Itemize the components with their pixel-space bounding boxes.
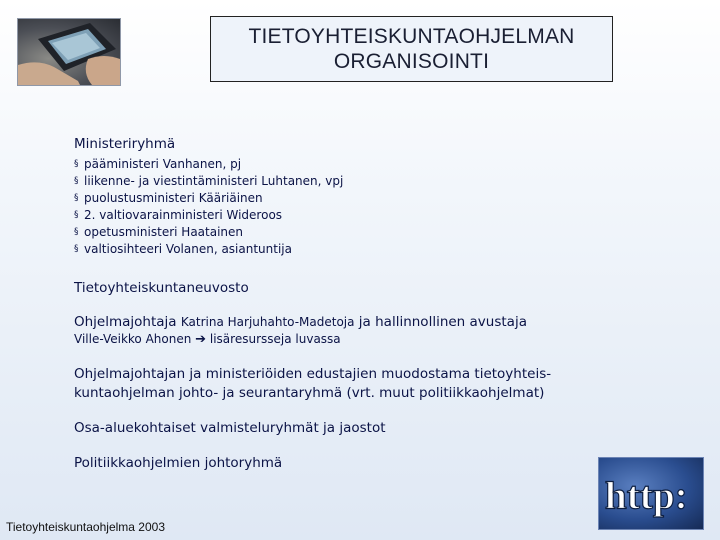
council-heading: Tietoyhteiskuntaneuvosto	[74, 280, 249, 296]
list-item	[74, 224, 674, 241]
steering-line-2: kuntaohjelman johto- ja seurantaryhmä (vrt. muut politiikkaohjelmat)	[74, 385, 545, 401]
list-item	[74, 173, 674, 190]
arrow-right-icon: ➔	[195, 332, 207, 347]
policy-group-heading: Politiikkaohjelmien johtoryhmä	[74, 455, 283, 471]
assistant-name: Ville-Veikko Ahonen	[74, 332, 192, 346]
list-item	[74, 190, 674, 207]
pda-illustration	[18, 19, 120, 85]
http-logo-text: http:	[604, 474, 688, 518]
director-suffix: ja hallinnollinen avustaja	[358, 314, 527, 330]
title-line-2: ORGANISOINTI	[333, 50, 490, 73]
bullet-icon: §	[74, 227, 79, 237]
title-line-1: TIETOYHTEISKUNTAOHJELMAN	[248, 25, 575, 48]
footer-text: Tietoyhteiskuntaohjelma 2003	[6, 520, 165, 534]
list-item	[74, 241, 674, 258]
list-item	[74, 207, 674, 224]
resources-text: lisäresursseja luvassa	[209, 332, 341, 346]
bullet-icon: §	[74, 176, 79, 186]
assistant-line	[74, 332, 674, 347]
member-text: 2. valtiovarainministeri Wideroos	[84, 208, 283, 222]
bullet-icon: §	[74, 244, 79, 254]
bullet-icon: §	[74, 193, 79, 203]
steering-line-1: Ohjelmajohtajan ja ministeriöiden edustajien muodostama tietoyhteis-	[74, 366, 552, 382]
member-text: opetusministeri Haatainen	[84, 225, 244, 239]
member-text: pääministeri Vanhanen, pj	[84, 157, 242, 171]
director-name: Katrina Harjuhahto-Madetoja	[180, 315, 355, 329]
steering-group-text	[74, 365, 674, 403]
list-item	[74, 156, 674, 173]
bullet-icon: §	[74, 210, 79, 220]
slide-content	[74, 136, 674, 471]
member-text: puolustusministeri Kääriäinen	[84, 191, 263, 205]
sub-groups-heading: Osa-aluekohtaiset valmisteluryhmät ja jaostot	[74, 420, 386, 436]
handheld-device-photo	[17, 18, 121, 86]
program-director-line	[74, 314, 674, 330]
http-logo	[598, 457, 704, 530]
ministerial-group-heading: Ministeriryhmä	[74, 136, 176, 152]
bullet-icon: §	[74, 159, 79, 169]
member-text: liikenne- ja viestintäministeri Luhtanen, vpj	[84, 174, 344, 188]
title-box	[210, 16, 613, 82]
ministerial-group-list	[74, 156, 674, 258]
director-prefix: Ohjelmajohtaja	[74, 314, 177, 330]
http-logo-graphic	[599, 457, 703, 530]
member-text: valtiosihteeri Volanen, asiantuntija	[84, 242, 292, 256]
